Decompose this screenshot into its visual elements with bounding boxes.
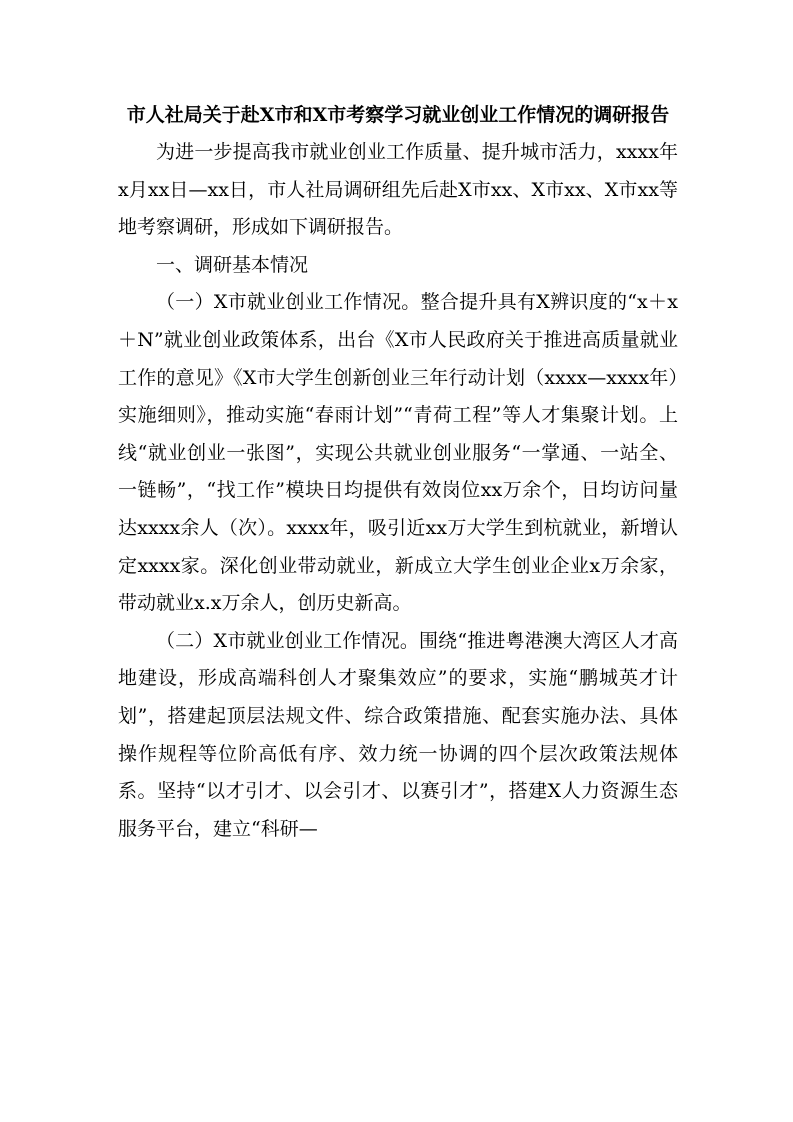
document-title: 市人社局关于赴X市和X市考察学习就业创业工作情况的调研报告: [126, 104, 670, 126]
paragraph-city-one: （一）X市就业创业工作情况。整合提升具有X辨识度的“x＋x＋N”就业创业政策体系，出台《X市人民政府关于推进高质量就业工作的意见》《X市大学生创新创业三年行动计划（xxxx—xxxx年）实施细则》，推动实施“春雨计划”“青荷工程”等人才集聚计划。上线“就业创业一张图”，实现公共就业创业服务“一掌通、一站全、一链畅”，“找工作”模块日均提供有效岗位xx万余个，日均访问量达xxxx余人（次）。xxxx年，吸引近xx万大学生到杭就业，新增认定xxxx家。深化创业带动就业，新成立大学生创业企业x万余家，带动就业x.x万余人，创历史新高。: [118, 291, 678, 615]
paragraph-city-two: （二）X市就业创业工作情况。围绕“推进粤港澳大湾区人才高地建设，形成高端科创人才聚集效应”的要求，实施“鹏城英才计划”，搭建起顶层法规文件、综合政策措施、配套实施办法、具体操作规程等位阶高低有序、效力统一协调的四个层次政策法规体系。坚持“以才引才、以会引才、以赛引才”，搭建X人力资源生态服务平台，建立“科研—: [118, 629, 678, 840]
section-heading-basic-situation: 一、调研基本情况: [156, 253, 309, 276]
intro-paragraph: 为进一步提高我市就业创业工作质量、提升城市活力，xxxx年x月xx日—xx日，市人社局调研组先后赴X市xx、X市xx、X市xx等地考察调研，形成如下调研报告。: [118, 141, 678, 239]
document-body: [118, 96, 678, 848]
